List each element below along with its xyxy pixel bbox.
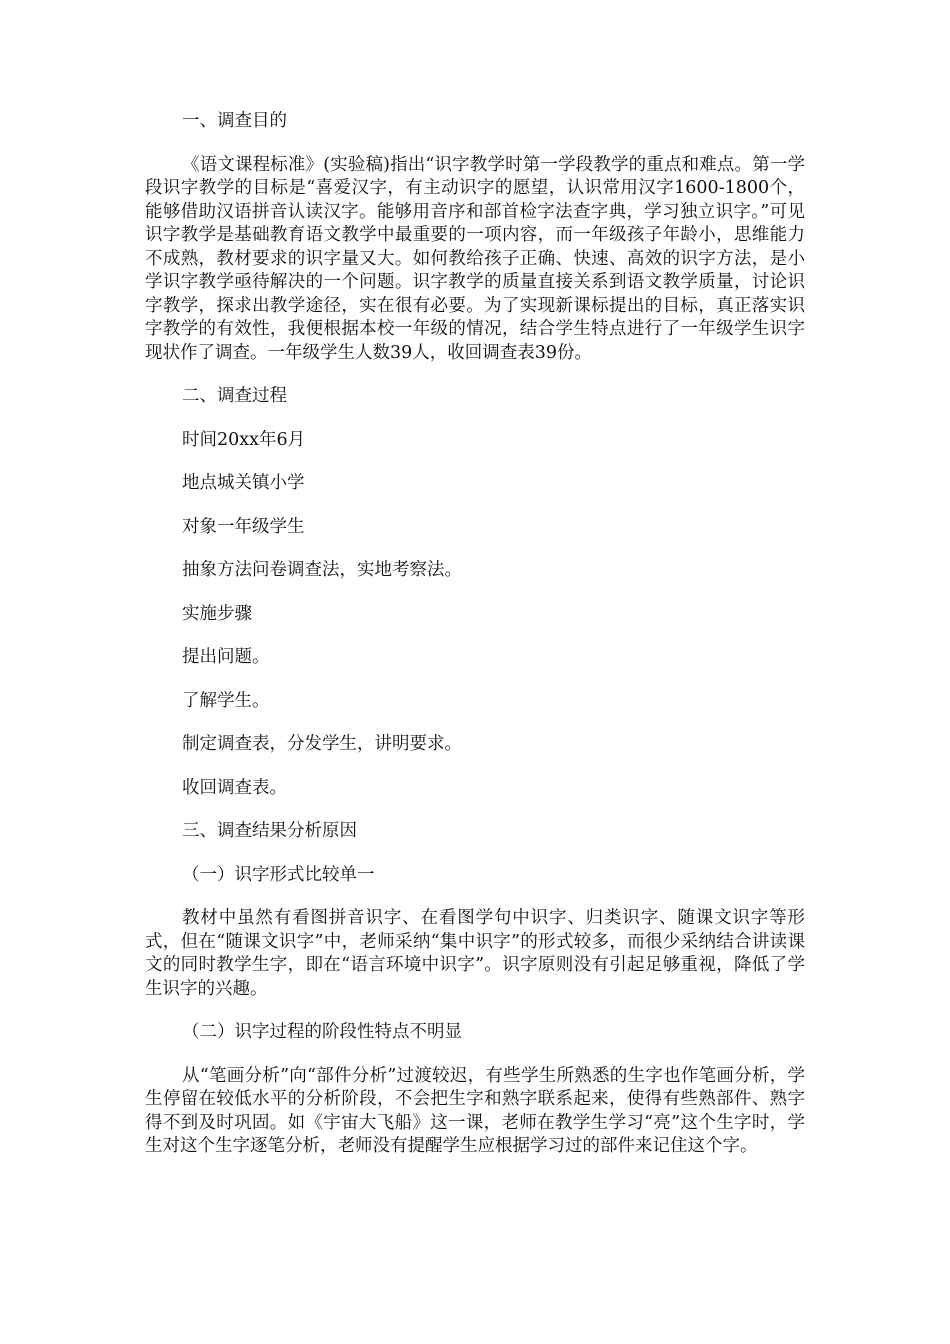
subsection-1-paragraph: 教材中虽然有看图拼音识字、在看图学句中识字、归类识字、随课文识字等形式，但在“随课文识字”中，老师采纳“集中识字”的形式较多，而很少采纳结合讲读课文的同时教学生字，即在“语言环境中识字”。识字原则没有引起足够重视，降低了学生识字的兴趣。 <box>145 908 805 999</box>
subsection-2-paragraph: 从“笔画分析”向“部件分析”过渡较迟，有些学生所熟悉的生字也作笔画分析，学生停留在较低水平的分析阶段，不会把生字和熟字联系起来，使得有些熟部件、熟字得不到及时巩固。如《宇宙大飞船》这一课，老师在教学生学习“亮”这个生字时，学生对这个生字逐笔分析，老师没有提醒学生应根据学习过的部件来记住这个字。 <box>145 1065 805 1156</box>
step-3: 制定调查表，分发学生，讲明要求。 <box>182 734 462 754</box>
step-1: 提出问题。 <box>182 647 270 667</box>
survey-target: 对象一年级学生 <box>182 516 305 537</box>
survey-place: 地点城关镇小学 <box>182 473 305 493</box>
section-1-title: 一、调查目的 <box>182 111 287 131</box>
section-2-title: 二、调查过程 <box>182 386 287 406</box>
steps-title: 实施步骤 <box>182 603 252 624</box>
section-1-paragraph: 《语文课程标准》(实验稿)指出“识字教学时第一学段教学的重点和难点。第一学段识字教学的目标是“喜爱汉字，有主动识字的愿望，认识常用汉字1600-1800个，能够借助汉语拼音认读汉字。能够用音序和部首检字法查字典，学习独立识字。”可见识字教学是基础教育语文教学中最重要的一项内容，而一年级孩子年龄小，思维能力不成熟，教材要求的识字量又大。如何教给孩子正确、快速、高效的识字方法，是小学识字教学亟待解决的一个问题。识字教学的质量直接关系到语文教学质量，讨论识字教学，探求出教学途径，实在很有必要。为了实现新课标提出的目标，真正落实识字教学的有效性，我便根据本校一年级的情况，结合学生特点进行了一年级学生识字现状作了调查。一年级学生人数39人，收回调查表39份。 <box>145 154 805 363</box>
section-3-title: 三、调查结果分析原因 <box>182 821 357 841</box>
step-4: 收回调查表。 <box>182 777 287 798</box>
subsection-1-title: （一）识字形式比较单一 <box>182 864 375 885</box>
subsection-2-title: （二）识字过程的阶段性特点不明显 <box>182 1022 462 1042</box>
survey-method: 抽象方法问卷调查法，实地考察法。 <box>182 560 462 580</box>
document-body <box>145 110 805 1159</box>
step-2: 了解学生。 <box>182 690 270 711</box>
survey-time: 时间20xx年6月 <box>182 429 306 450</box>
